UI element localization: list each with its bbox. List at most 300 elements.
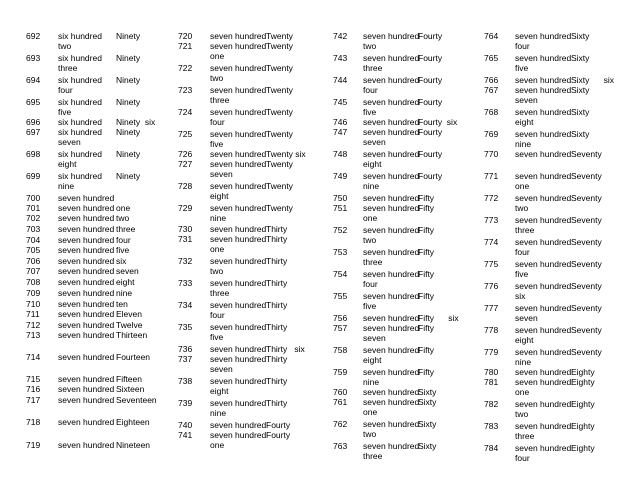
row-tens: Seventy bbox=[571, 259, 602, 269]
row-number: 766 bbox=[484, 75, 499, 85]
row-words: three bbox=[210, 95, 230, 105]
row-words: two bbox=[515, 409, 529, 419]
row-words: seven hundred bbox=[515, 443, 572, 453]
row-tens: Thirty bbox=[266, 376, 288, 386]
row-tens: Sixty bbox=[571, 129, 590, 139]
row-words: five bbox=[515, 63, 529, 73]
row-number: 756 bbox=[333, 313, 348, 323]
row-words: six hundred bbox=[58, 75, 102, 85]
row-tens: Sixty bbox=[418, 441, 437, 451]
row-words: eight bbox=[58, 159, 77, 169]
row-tens: two bbox=[116, 213, 130, 223]
row-words: seven hundred bbox=[363, 203, 420, 213]
row-number: 713 bbox=[26, 330, 41, 340]
row-words: three bbox=[515, 225, 535, 235]
row-number: 751 bbox=[333, 203, 348, 213]
row-words: seven hundred bbox=[515, 107, 572, 117]
row-number: 757 bbox=[333, 323, 348, 333]
row-words: eight bbox=[515, 117, 534, 127]
row-number: 736 bbox=[178, 344, 193, 354]
row-number: 728 bbox=[178, 181, 193, 191]
row-words: seven hundred bbox=[363, 171, 420, 181]
row-words: seven hundred bbox=[363, 345, 420, 355]
row-tens: Fifty bbox=[418, 291, 435, 301]
row-number: 709 bbox=[26, 288, 41, 298]
row-number: 725 bbox=[178, 129, 193, 139]
row-words: five bbox=[515, 269, 529, 279]
row-tens: Fourty bbox=[266, 430, 291, 440]
row-words: nine bbox=[58, 181, 75, 191]
row-words: seven hundred bbox=[363, 193, 420, 203]
row-number: 733 bbox=[178, 278, 193, 288]
row-words: seven hundred bbox=[515, 325, 572, 335]
row-words: six hundred bbox=[58, 149, 102, 159]
row-tens: Seventy bbox=[571, 281, 602, 291]
row-tens: Fifteen bbox=[116, 374, 142, 384]
row-words: seven hundred bbox=[58, 213, 115, 223]
row-number: 771 bbox=[484, 171, 499, 181]
row-words: eight bbox=[210, 191, 229, 201]
row-words: seven hundred bbox=[515, 149, 572, 159]
row-words: seven hundred bbox=[515, 399, 572, 409]
row-words: seven hundred bbox=[515, 347, 572, 357]
row-words: seven bbox=[515, 313, 538, 323]
row-words: seven hundred bbox=[210, 63, 267, 73]
row-tens: Twenty bbox=[266, 107, 293, 117]
row-words: seven hundred bbox=[210, 376, 267, 386]
row-number: 761 bbox=[333, 397, 348, 407]
row-tens: Ninety bbox=[116, 171, 141, 181]
row-tens: four bbox=[116, 235, 131, 245]
row-words: seven hundred bbox=[58, 352, 115, 362]
row-number: 702 bbox=[26, 213, 41, 223]
row-words: six bbox=[515, 291, 526, 301]
row-number: 741 bbox=[178, 430, 193, 440]
row-tens: Eighty bbox=[571, 399, 595, 409]
row-words: seven hundred bbox=[363, 291, 420, 301]
row-words: seven hundred bbox=[363, 441, 420, 451]
row-words: two bbox=[363, 235, 377, 245]
row-words: two bbox=[210, 266, 224, 276]
row-number: 706 bbox=[26, 256, 41, 266]
row-words: seven hundred bbox=[363, 53, 420, 63]
row-words: four bbox=[363, 85, 378, 95]
row-tens: six bbox=[116, 256, 127, 266]
row-number: 697 bbox=[26, 127, 41, 137]
row-number: 742 bbox=[333, 31, 348, 41]
row-tens: Thirty bbox=[266, 278, 288, 288]
row-tens: Eighty bbox=[571, 443, 595, 453]
row-number: 737 bbox=[178, 354, 193, 364]
row-tens: Twenty bbox=[266, 63, 293, 73]
row-words: three bbox=[363, 257, 383, 267]
row-tens: Sixty bbox=[418, 397, 437, 407]
row-tens: Nineteen bbox=[116, 440, 151, 450]
row-tens: Twelve bbox=[116, 320, 143, 330]
row-number: 776 bbox=[484, 281, 499, 291]
row-words: one bbox=[210, 51, 225, 61]
row-tens: Fourty bbox=[418, 149, 443, 159]
row-words: seven hundred bbox=[363, 149, 420, 159]
row-words: seven hundred bbox=[210, 41, 267, 51]
row-tens: Fifty bbox=[418, 269, 435, 279]
row-number: 720 bbox=[178, 31, 193, 41]
row-tens: Thirteen bbox=[116, 330, 148, 340]
row-number: 722 bbox=[178, 63, 193, 73]
row-words: one bbox=[363, 407, 378, 417]
row-tens: Eleven bbox=[116, 309, 142, 319]
row-words: three bbox=[363, 451, 383, 461]
row-words: eight bbox=[363, 355, 382, 365]
row-words: seven hundred bbox=[515, 259, 572, 269]
row-tens: Twenty bbox=[266, 181, 293, 191]
row-number: 770 bbox=[484, 149, 499, 159]
row-words: seven hundred bbox=[363, 323, 420, 333]
row-tens: Fourty bbox=[418, 53, 443, 63]
row-number: 718 bbox=[26, 417, 41, 427]
row-words: seven hundred bbox=[515, 281, 572, 291]
row-tens: Fourty bbox=[418, 97, 443, 107]
row-words: three bbox=[58, 63, 78, 73]
row-tens: Twenty bbox=[266, 159, 293, 169]
row-words: seven hundred bbox=[58, 277, 115, 287]
row-words: seven hundred bbox=[210, 398, 267, 408]
row-words: seven hundred bbox=[515, 237, 572, 247]
row-words: seven hundred bbox=[58, 299, 115, 309]
row-number: 748 bbox=[333, 149, 348, 159]
row-words: seven hundred bbox=[210, 354, 267, 364]
row-number: 738 bbox=[178, 376, 193, 386]
row-words: seven hundred bbox=[363, 117, 420, 127]
row-words: four bbox=[58, 85, 73, 95]
row-tens: eight bbox=[116, 277, 135, 287]
row-tens: Thirty bbox=[266, 256, 288, 266]
row-words: seven hundred bbox=[210, 420, 267, 430]
row-words: seven hundred bbox=[58, 374, 115, 384]
row-number: 696 bbox=[26, 117, 41, 127]
row-number: 762 bbox=[333, 419, 348, 429]
row-number: 701 bbox=[26, 203, 41, 213]
row-words: eight bbox=[515, 335, 534, 345]
row-words: seven hundred bbox=[515, 171, 572, 181]
row-words: seven hundred bbox=[58, 256, 115, 266]
row-number: 745 bbox=[333, 97, 348, 107]
row-words: seven hundred bbox=[58, 384, 115, 394]
row-number: 777 bbox=[484, 303, 499, 313]
row-words: seven hundred bbox=[515, 367, 572, 377]
row-words: seven bbox=[210, 169, 233, 179]
row-number: 731 bbox=[178, 234, 193, 244]
row-words: six hundred bbox=[58, 171, 102, 181]
row-tens: one bbox=[116, 203, 131, 213]
row-words: seven hundred bbox=[363, 225, 420, 235]
row-tens: Seventy bbox=[571, 149, 602, 159]
row-tens: Sixty bbox=[418, 419, 437, 429]
row-tens: Eighty bbox=[571, 377, 595, 387]
row-tens: Twenty bbox=[266, 31, 293, 41]
row-tens: five bbox=[116, 245, 130, 255]
row-number: 752 bbox=[333, 225, 348, 235]
row-number: 779 bbox=[484, 347, 499, 357]
row-tens: Seventy bbox=[571, 171, 602, 181]
row-tens: Thirty bbox=[266, 354, 288, 364]
row-tens: Fourty bbox=[418, 31, 443, 41]
row-words: two bbox=[210, 73, 224, 83]
row-words: seven hundred bbox=[363, 387, 420, 397]
row-words: two bbox=[515, 203, 529, 213]
row-number: 707 bbox=[26, 266, 41, 276]
row-tens: Thirty bbox=[266, 398, 288, 408]
row-words: seven hundred bbox=[58, 224, 115, 234]
row-number: 768 bbox=[484, 107, 499, 117]
row-number: 780 bbox=[484, 367, 499, 377]
row-tens: Ninety bbox=[116, 75, 141, 85]
row-tens: Fifty bbox=[418, 203, 435, 213]
row-words: nine bbox=[515, 139, 532, 149]
row-words: seven hundred bbox=[515, 421, 572, 431]
row-words: seven hundred bbox=[58, 417, 115, 427]
row-tens: Thirty bbox=[266, 300, 288, 310]
row-words: seven hundred bbox=[363, 367, 420, 377]
row-words: seven hundred bbox=[210, 430, 267, 440]
row-number: 759 bbox=[333, 367, 348, 377]
row-words: seven hundred bbox=[363, 31, 420, 41]
row-words: seven bbox=[363, 137, 386, 147]
row-tens: Ninety bbox=[116, 97, 141, 107]
row-words: five bbox=[210, 139, 224, 149]
row-tens: Ninety bbox=[116, 149, 141, 159]
row-tens: Thirty bbox=[266, 322, 288, 332]
row-tens: Sixty six bbox=[571, 75, 614, 85]
row-number: 710 bbox=[26, 299, 41, 309]
row-tens: three bbox=[116, 224, 136, 234]
row-tens: Thirty bbox=[266, 234, 288, 244]
row-tens: Twenty bbox=[266, 85, 293, 95]
row-words: seven hundred bbox=[210, 278, 267, 288]
row-number: 735 bbox=[178, 322, 193, 332]
row-words: one bbox=[515, 181, 530, 191]
row-number: 746 bbox=[333, 117, 348, 127]
row-tens: Fifty bbox=[418, 345, 435, 355]
row-number: 763 bbox=[333, 441, 348, 451]
row-words: seven hundred bbox=[363, 97, 420, 107]
row-words: seven hundred bbox=[58, 395, 115, 405]
row-words: seven hundred bbox=[58, 288, 115, 298]
row-words: seven hundred bbox=[363, 313, 420, 323]
row-tens: Twenty six bbox=[266, 149, 306, 159]
row-number: 753 bbox=[333, 247, 348, 257]
row-words: three bbox=[515, 431, 535, 441]
row-tens: nine bbox=[116, 288, 133, 298]
row-number: 750 bbox=[333, 193, 348, 203]
row-number: 699 bbox=[26, 171, 41, 181]
row-number: 782 bbox=[484, 399, 499, 409]
row-words: seven bbox=[363, 333, 386, 343]
row-words: seven hundred bbox=[210, 149, 267, 159]
row-tens: Eighty bbox=[571, 367, 595, 377]
row-words: six hundred bbox=[58, 97, 102, 107]
row-number: 721 bbox=[178, 41, 193, 51]
row-number: 769 bbox=[484, 129, 499, 139]
row-number: 765 bbox=[484, 53, 499, 63]
row-words: two bbox=[363, 429, 377, 439]
row-words: three bbox=[363, 63, 383, 73]
row-tens: Seventeen bbox=[116, 395, 157, 405]
row-number: 705 bbox=[26, 245, 41, 255]
row-number: 743 bbox=[333, 53, 348, 63]
row-words: seven hundred bbox=[58, 330, 115, 340]
row-number: 758 bbox=[333, 345, 348, 355]
row-words: seven hundred bbox=[210, 322, 267, 332]
row-words: five bbox=[210, 332, 224, 342]
row-number: 719 bbox=[26, 440, 41, 450]
row-number: 767 bbox=[484, 85, 499, 95]
row-tens: Fifty bbox=[418, 247, 435, 257]
row-tens: Fifty bbox=[418, 367, 435, 377]
row-words: four bbox=[515, 453, 530, 463]
row-words: seven hundred bbox=[210, 107, 267, 117]
row-words: seven hundred bbox=[515, 75, 572, 85]
row-words: seven hundred bbox=[58, 309, 115, 319]
row-tens: Fifty bbox=[418, 193, 435, 203]
row-words: nine bbox=[363, 181, 380, 191]
row-words: seven hundred bbox=[515, 193, 572, 203]
row-number: 734 bbox=[178, 300, 193, 310]
row-tens: Fourty bbox=[418, 171, 443, 181]
row-words: five bbox=[363, 301, 377, 311]
row-number: 700 bbox=[26, 193, 41, 203]
row-number: 778 bbox=[484, 325, 499, 335]
row-number: 712 bbox=[26, 320, 41, 330]
row-number: 714 bbox=[26, 352, 41, 362]
row-words: seven hundred bbox=[363, 419, 420, 429]
row-words: seven hundred bbox=[58, 193, 115, 203]
row-tens: Eighty bbox=[571, 421, 595, 431]
row-words: seven bbox=[58, 137, 81, 147]
row-number: 775 bbox=[484, 259, 499, 269]
row-number: 695 bbox=[26, 97, 41, 107]
row-words: seven hundred bbox=[363, 75, 420, 85]
row-tens: Seventy bbox=[571, 325, 602, 335]
row-tens: Seventy bbox=[571, 303, 602, 313]
row-number: 730 bbox=[178, 224, 193, 234]
row-tens: Fourteen bbox=[116, 352, 151, 362]
row-tens: Twenty bbox=[266, 41, 293, 51]
row-words: seven hundred bbox=[210, 203, 267, 213]
row-words: seven hundred bbox=[515, 129, 572, 139]
row-words: seven hundred bbox=[515, 303, 572, 313]
row-tens: Sixty bbox=[571, 31, 590, 41]
row-words: seven hundred bbox=[515, 215, 572, 225]
row-tens: Ninety bbox=[116, 31, 141, 41]
row-words: seven hundred bbox=[210, 234, 267, 244]
row-words: seven hundred bbox=[58, 203, 115, 213]
row-number: 739 bbox=[178, 398, 193, 408]
row-words: nine bbox=[210, 213, 227, 223]
row-number: 708 bbox=[26, 277, 41, 287]
row-words: one bbox=[515, 387, 530, 397]
row-tens: Fifty six bbox=[418, 313, 459, 323]
row-words: eight bbox=[363, 159, 382, 169]
row-number: 754 bbox=[333, 269, 348, 279]
row-tens: Sixty bbox=[418, 387, 437, 397]
row-words: seven hundred bbox=[210, 344, 267, 354]
row-tens: Thirty bbox=[266, 224, 288, 234]
row-words: six hundred bbox=[58, 53, 102, 63]
row-number: 783 bbox=[484, 421, 499, 431]
row-number: 784 bbox=[484, 443, 499, 453]
row-words: seven hundred bbox=[210, 256, 267, 266]
row-tens: Fourty six bbox=[418, 117, 458, 127]
row-tens: Seventy bbox=[571, 215, 602, 225]
row-words: seven bbox=[210, 364, 233, 374]
row-words: eight bbox=[210, 386, 229, 396]
row-words: seven hundred bbox=[515, 85, 572, 95]
row-number: 703 bbox=[26, 224, 41, 234]
row-words: two bbox=[363, 41, 377, 51]
row-tens: Fifty bbox=[418, 323, 435, 333]
row-words: four bbox=[515, 41, 530, 51]
row-words: seven hundred bbox=[210, 159, 267, 169]
row-words: seven hundred bbox=[210, 224, 267, 234]
row-number: 749 bbox=[333, 171, 348, 181]
row-number: 711 bbox=[26, 309, 40, 319]
row-tens: Fifty bbox=[418, 225, 435, 235]
row-tens: Seventy bbox=[571, 347, 602, 357]
row-tens: Sixty bbox=[571, 107, 590, 117]
row-number: 698 bbox=[26, 149, 41, 159]
row-tens: Eighteen bbox=[116, 417, 150, 427]
row-words: three bbox=[210, 288, 230, 298]
row-number: 781 bbox=[484, 377, 499, 387]
row-number: 724 bbox=[178, 107, 193, 117]
row-words: seven hundred bbox=[515, 31, 572, 41]
row-words: nine bbox=[515, 357, 532, 367]
row-words: six hundred bbox=[58, 31, 102, 41]
row-number: 772 bbox=[484, 193, 499, 203]
row-number: 764 bbox=[484, 31, 499, 41]
row-number: 732 bbox=[178, 256, 193, 266]
row-number: 729 bbox=[178, 203, 193, 213]
row-number: 694 bbox=[26, 75, 41, 85]
row-words: seven hundred bbox=[363, 247, 420, 257]
row-words: seven hundred bbox=[210, 300, 267, 310]
row-number: 773 bbox=[484, 215, 499, 225]
row-tens: Seventy bbox=[571, 237, 602, 247]
row-number: 760 bbox=[333, 387, 348, 397]
row-words: seven hundred bbox=[58, 235, 115, 245]
row-number: 716 bbox=[26, 384, 41, 394]
row-tens: Seventy bbox=[571, 193, 602, 203]
row-words: seven hundred bbox=[210, 181, 267, 191]
row-words: four bbox=[210, 310, 225, 320]
row-tens: Twenty bbox=[266, 129, 293, 139]
row-words: seven hundred bbox=[363, 269, 420, 279]
row-number: 755 bbox=[333, 291, 348, 301]
row-tens: Ninety bbox=[116, 53, 141, 63]
row-tens: Fourty bbox=[418, 75, 443, 85]
row-words: seven hundred bbox=[515, 53, 572, 63]
row-number: 704 bbox=[26, 235, 41, 245]
row-number: 727 bbox=[178, 159, 193, 169]
row-words: six hundred bbox=[58, 127, 102, 137]
row-number: 740 bbox=[178, 420, 193, 430]
row-number: 715 bbox=[26, 374, 41, 384]
row-number: 717 bbox=[26, 395, 41, 405]
row-tens: Fourty bbox=[266, 420, 291, 430]
row-tens: ten bbox=[116, 299, 128, 309]
row-tens: Fourty bbox=[418, 127, 443, 137]
